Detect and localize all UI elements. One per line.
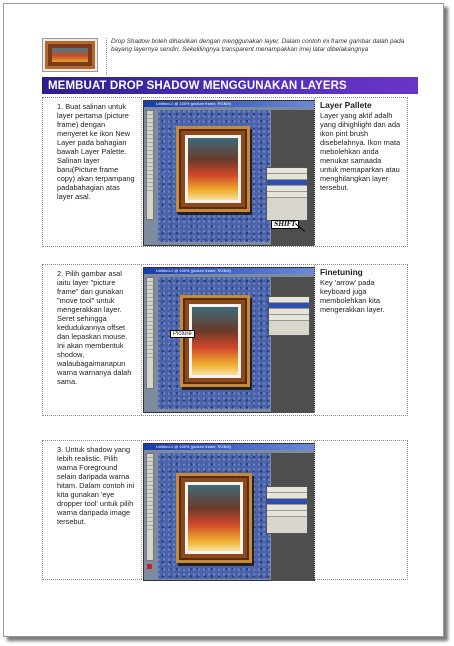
side-title: Layer Pallete — [320, 100, 372, 110]
foreground-color-swatch[interactable] — [147, 564, 152, 569]
side-text: Layer yang aktif adalh yang dihighlight dan ada ikon pint brush disebelahnya. Ikon mata mebolehkan anda menukar samaada untuk memaparkan atau menghilangkan layer tersebut. — [320, 111, 401, 192]
banner-title: MEMBUAT DROP SHADOW MENGGUNAKAN LAYERS — [48, 79, 347, 92]
picture-frame — [176, 473, 252, 563]
step-2-side — [314, 265, 407, 415]
step-3 — [42, 440, 408, 580]
layers-palette — [266, 167, 308, 221]
ps-window-title: Untitled-1 @ 100% (picture frame, RGB/8) — [144, 444, 314, 450]
ps-window-title: Untitled-1 @ 100% (picture frame, RGB/8) — [144, 101, 314, 107]
step-1 — [42, 97, 408, 247]
section-banner — [42, 77, 418, 94]
toolbox — [146, 110, 154, 220]
intro-thumbnail — [42, 38, 98, 72]
picture-frame — [180, 295, 250, 387]
step-1-screenshot — [143, 100, 315, 246]
frame-photo — [192, 307, 238, 375]
picture-frame — [176, 126, 250, 212]
toolbox — [146, 453, 154, 561]
layers-palette — [268, 296, 310, 336]
step-3-text: 3. Untuk shadow yang lebih realistic. Pilih warna Foreground selain daripada warna hitam. Dalam contoh ini kita gunakan 'eye dropper tool' untuk pilih warna daripada image tersebut. — [43, 441, 142, 579]
shift-tag: SHIFT — [271, 220, 299, 229]
toolbox — [146, 277, 154, 389]
layers-palette — [266, 486, 308, 534]
step-3-screenshot — [143, 443, 315, 581]
frame-photo — [188, 485, 240, 551]
step-2-screenshot — [143, 267, 315, 413]
intro-text: Drop Shadow boleh dihasilkan dengan menggunakan layer. Dalam contoh ini frame gambar dalah pada bayang layernya sendiri, Sekelilingnya transparent menampakkan imej latar dibelakangnya — [106, 38, 418, 75]
picture-frame-image — [45, 41, 95, 69]
side-title: Finetuning — [320, 267, 363, 277]
canvas — [158, 110, 270, 242]
intro-section — [42, 38, 418, 75]
step-2 — [42, 264, 408, 416]
canvas — [158, 453, 270, 579]
step-1-text: 1. Buat salinan untuk layer pertama (picture frame) dengan menyeret ke ikon New Layer pada bahagian bawah Layer Palette. Salinan layer baru(Picture frame copy) akan terpampang padabahagian atas layer asal. — [43, 98, 142, 246]
picture-tag: Picture — [170, 330, 195, 338]
step-2-text: 2. Pilih gambar asal iaitu layer "picture frame" dan gunakan "move tool" untuk mengerakkan layer. Seret sehingga kedudukannya offset dan lepaskan mouse. Ini akan membentuk shodow, walaubagaimanapun warna warnanya dalah sama. — [43, 265, 142, 415]
step-1-side — [314, 98, 407, 246]
step-3-side — [314, 441, 407, 579]
side-text: Key 'arrow' pada keyboard juga membolehkan kita mengerakkan layer. — [320, 278, 385, 314]
ps-window-title: Untitled-1 @ 100% (picture frame, RGB/8) — [144, 268, 314, 274]
frame-photo — [188, 138, 238, 200]
canvas — [158, 277, 270, 409]
